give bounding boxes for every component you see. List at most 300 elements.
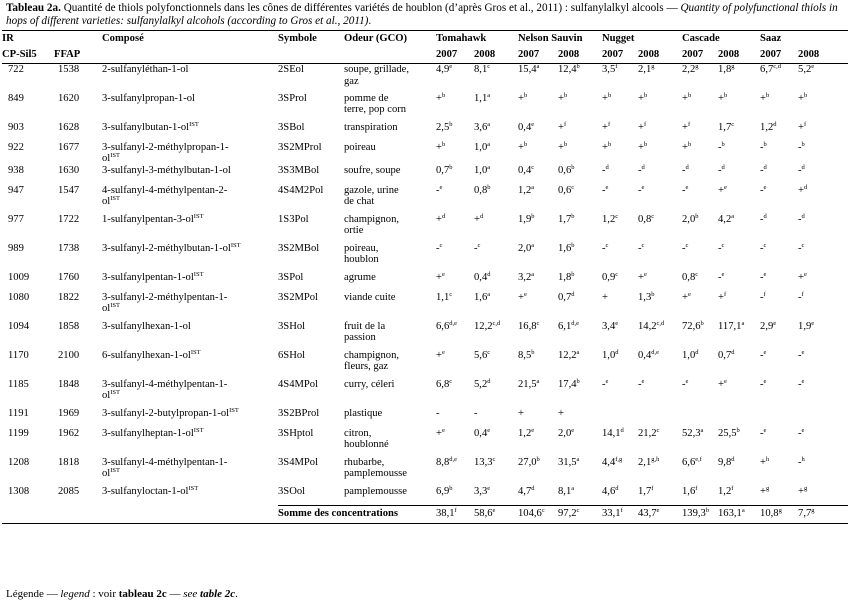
concentration-cell: - xyxy=(436,407,440,419)
table-row xyxy=(2,185,848,214)
header-variety-nelson-sauvin: Nelson Sauvin xyxy=(518,31,602,50)
compound-symbol: 3S2BProl xyxy=(278,407,320,419)
compound-symbol: 3SOol xyxy=(278,485,306,497)
header-variety-tomahawk: Tomahawk xyxy=(436,31,518,50)
ir-cp-sil5: 1170 xyxy=(8,349,29,361)
concentration-cell: 2,2$^g$ xyxy=(682,63,699,75)
concentration-cell: 1,6$^b$ xyxy=(558,241,575,254)
sum-cell: 10,8$^g$ xyxy=(760,506,798,524)
table-row xyxy=(2,272,848,292)
table-row xyxy=(2,214,848,243)
header-year: 2007 xyxy=(602,49,638,64)
concentration-cell: +$^e$ xyxy=(518,290,527,303)
concentration-cell: 8,5$^b$ xyxy=(518,348,535,361)
concentration-cell: 3,3e xyxy=(474,484,491,497)
concentration-cell: +$^e$ xyxy=(638,270,647,283)
header-variety-saaz: Saaz xyxy=(760,31,848,50)
concentration-cell: 0,7$^b$ xyxy=(436,163,453,176)
concentration-cell: +$^b$ xyxy=(436,140,446,153)
ir-cp-sil5: 1080 xyxy=(8,291,30,303)
concentration-cell: -$^c$ xyxy=(798,241,805,254)
table-body xyxy=(2,64,848,524)
ir-cp-sil5: 722 xyxy=(8,64,24,75)
concentration-cell: 13,3$^c$ xyxy=(474,455,496,468)
concentration-cell: 14,1$^d$ xyxy=(602,426,624,439)
compound-symbol: 3SPol xyxy=(278,271,304,283)
concentration-cell: 12,2$^{c,d}$ xyxy=(474,319,501,332)
concentration-cell: 4,4$^{f,g}$ xyxy=(602,455,623,468)
compound-name: 3-sulfanyl-4-méthylpentan-1- $ol^{IST}$ xyxy=(102,378,228,401)
concentration-cell: -$^e$ xyxy=(760,426,767,439)
caption-french: Quantité de thiols polyfonctionnels dans les cônes de différentes variétés de houblon (d’après Gros et al., 2011) : sulfanylalkyl alcools — xyxy=(60,2,681,14)
concentration-cell: 17,4$^b$ xyxy=(558,377,580,390)
concentration-cell: 5,2$^d$ xyxy=(474,377,491,390)
compound-name: $6-sulfanylhexan-1-ol^{IST}$ xyxy=(102,348,201,361)
concentration-cell: 0,4$^{d,e}$ xyxy=(638,348,660,361)
concentration-cell: +$^b$ xyxy=(436,91,446,104)
ir-ffap: 1848 xyxy=(58,378,80,390)
concentration-cell: -$^e$ xyxy=(436,183,443,196)
concentration-cell: +$^f$ xyxy=(558,120,567,133)
compound-symbol: 3S4MPol xyxy=(278,456,319,468)
compound-name: $3-sulfanylheptan-1-ol^{IST}$ xyxy=(102,426,204,439)
concentration-cell: 6,6$^{d,e}$ xyxy=(436,319,458,332)
concentration-cell: 1,0$^d$ xyxy=(682,348,699,361)
concentration-cell: 6,6$^{e,f}$ xyxy=(682,455,702,468)
concentration-cell: 0,6$^b$ xyxy=(558,163,575,176)
concentration-cell: + xyxy=(558,407,564,419)
concentration-cell: +$^e$ xyxy=(436,348,445,361)
header-symbole: Symbole xyxy=(278,31,344,50)
sum-cell: 7,7$^g$ xyxy=(798,506,848,524)
ir-cp-sil5: 903 xyxy=(8,121,24,133)
sum-cell: 163,1$^a$ xyxy=(718,506,760,524)
concentration-cell: 6,9$^b$ xyxy=(436,484,453,497)
concentration-cell: 1,8$^g$ xyxy=(718,63,735,75)
concentration-cell: -$^b$ xyxy=(718,140,725,153)
concentration-cell: -$^e$ xyxy=(760,377,767,390)
header-ir: IR xyxy=(2,31,102,50)
concentration-cell: +$^b$ xyxy=(798,91,808,104)
compound-symbol: 3S2MBol xyxy=(278,242,320,254)
sum-cell: 43,7e xyxy=(638,506,682,524)
ir-ffap: 1628 xyxy=(58,121,80,133)
concentration-cell: -$^c$ xyxy=(682,241,689,254)
concentration-cell: 1,2e xyxy=(518,426,535,439)
concentration-cell: -$^e$ xyxy=(760,183,767,196)
concentration-cell: 3,5$^f$ xyxy=(602,63,618,75)
concentration-cell: +$^h$ xyxy=(760,455,770,468)
table-row xyxy=(2,165,848,185)
caption-label: Tableau 2a. xyxy=(6,2,61,14)
header-year: 2007 xyxy=(682,49,718,64)
concentration-cell: 12,2$^a$ xyxy=(558,348,580,361)
concentration-cell: 1,0$^a$ xyxy=(474,163,491,176)
compound-odor: viande cuite xyxy=(344,291,396,303)
concentration-cell: 1,7$^c$ xyxy=(718,120,735,133)
header-year: 2008 xyxy=(474,49,518,64)
concentration-cell: 2,0e xyxy=(558,426,575,439)
compound-symbol: 3SHptol xyxy=(278,427,314,439)
ir-cp-sil5: 1208 xyxy=(8,456,30,468)
concentration-cell: 25,5$^b$ xyxy=(718,426,740,439)
concentration-cell: +$^b$ xyxy=(518,140,528,153)
concentration-cell: +$^b$ xyxy=(558,91,568,104)
concentration-cell: +$^f$ xyxy=(638,120,647,133)
concentration-cell: 1,0$^a$ xyxy=(474,140,491,153)
compound-symbol: 3SHol xyxy=(278,320,306,332)
ir-cp-sil5: 1094 xyxy=(8,320,30,332)
ir-cp-sil5: 1199 xyxy=(8,427,29,439)
concentration-cell: 9,8$^d$ xyxy=(718,455,735,468)
concentration-cell: -$^e$ xyxy=(798,377,805,390)
compound-name: 3-sulfanyl-3-méthylbutan-1-ol xyxy=(102,164,231,176)
concentration-cell: +$^e$ xyxy=(436,270,445,283)
concentration-cell: 1,7$^f$ xyxy=(638,484,654,497)
compound-symbol: 3S2MProl xyxy=(278,141,322,153)
table-row xyxy=(2,379,848,408)
compound-odor: fruit de la passion xyxy=(344,320,386,343)
compound-odor: pamplemousse xyxy=(344,485,407,497)
table-legend: Légende — legend : voir tableau 2c — see table 2c. xyxy=(6,588,238,600)
concentration-cell: 2,1$^{g,h}$ xyxy=(638,455,660,468)
concentration-cell: +$^b$ xyxy=(602,91,612,104)
table-row xyxy=(2,142,848,165)
concentration-cell: -$^d$ xyxy=(638,163,645,176)
concentration-cell: -$^d$ xyxy=(798,163,805,176)
header-row-1 xyxy=(2,31,848,50)
concentration-cell: 1,8$^b$ xyxy=(558,270,575,283)
compound-symbol: 3SBol xyxy=(278,121,305,133)
compound-name: 3-sulfanyl-2-méthylpropan-1- $ol^{IST}$ xyxy=(102,141,229,164)
compound-odor: soupe, grillade, gaz xyxy=(344,64,410,87)
header-odeur: Odeur (GCO) xyxy=(344,31,436,50)
concentration-cell: 16,8$^c$ xyxy=(518,319,540,332)
concentration-cell: +$^d$ xyxy=(798,183,808,196)
concentration-cell: +$^b$ xyxy=(602,140,612,153)
concentration-cell: +$^e$ xyxy=(436,426,445,439)
concentration-cell: 8,1$^c$ xyxy=(474,63,491,75)
concentration-cell: 1,2$^a$ xyxy=(518,183,535,196)
concentration-cell: 1,2$^c$ xyxy=(602,212,619,225)
ir-cp-sil5: 989 xyxy=(8,242,24,254)
compound-name: 3-sulfanyl-2-méthylpentan-1- $ol^{IST}$ xyxy=(102,291,228,314)
concentration-cell: 1,9$^b$ xyxy=(518,212,535,225)
compound-name: $3-sulfanylpentan-1-ol^{IST}$ xyxy=(102,270,204,283)
concentration-cell: 1,6$^f$ xyxy=(682,484,698,497)
concentration-cell: 3,6$^a$ xyxy=(474,120,491,133)
concentration-cell: +$^f$ xyxy=(798,120,807,133)
concentration-cell: 27,0$^b$ xyxy=(518,455,540,468)
table-row xyxy=(2,122,848,142)
concentration-cell: -$^d$ xyxy=(798,212,805,225)
concentration-cell xyxy=(602,408,638,428)
compound-odor: poireau, houblon xyxy=(344,242,379,265)
concentration-cell: 31,5$^a$ xyxy=(558,455,580,468)
ir-ffap: 1677 xyxy=(58,141,80,153)
compound-symbol: 3SProl xyxy=(278,92,307,104)
concentration-cell: +$^b$ xyxy=(760,91,770,104)
concentration-cell: +$^d$ xyxy=(436,212,446,225)
concentration-cell: + xyxy=(602,291,608,303)
ir-cp-sil5: 1185 xyxy=(8,378,29,390)
header-year: 2008 xyxy=(558,49,602,64)
concentration-cell: -$^c$ xyxy=(638,241,645,254)
compound-odor: transpiration xyxy=(344,121,398,133)
header-variety-cascade: Cascade xyxy=(682,31,760,50)
concentration-cell: 21,2$^c$ xyxy=(638,426,660,439)
concentration-cell: 4,7$^d$ xyxy=(518,484,535,497)
concentration-cell: +$^b$ xyxy=(682,140,692,153)
ir-cp-sil5: 1191 xyxy=(8,407,29,419)
concentration-cell: -$^b$ xyxy=(760,140,767,153)
compound-odor: plastique xyxy=(344,407,383,419)
header-cp-sil5: CP-Sil5 xyxy=(2,49,54,64)
concentration-cell: +$^b$ xyxy=(638,91,648,104)
concentration-cell xyxy=(798,408,848,428)
concentration-cell: +$^b$ xyxy=(682,91,692,104)
concentration-cell: 6,7$^{c,d}$ xyxy=(760,63,782,75)
concentration-cell: -$^e$ xyxy=(602,183,609,196)
compound-odor: champignon, fleurs, gaz xyxy=(344,349,400,372)
ir-ffap: 1822 xyxy=(58,291,80,303)
sum-cell: 97,2$^c$ xyxy=(558,506,602,524)
compound-name: $3-sulfanyloctan-1-ol^{IST}$ xyxy=(102,484,199,497)
header-row-2 xyxy=(2,49,848,64)
concentration-cell: +$^e$ xyxy=(798,270,807,283)
concentration-cell: 6,1$^{d,e}$ xyxy=(558,319,580,332)
concentration-cell: 1,1$^a$ xyxy=(474,91,491,104)
compound-symbol: 3S2MPol xyxy=(278,291,319,303)
ir-cp-sil5: 977 xyxy=(8,213,24,225)
concentration-cell: -$^e$ xyxy=(798,426,805,439)
concentration-cell: -$^e$ xyxy=(602,377,609,390)
table-row xyxy=(2,292,848,321)
concentration-cell: + xyxy=(518,407,524,419)
concentration-cell: -$^c$ xyxy=(436,241,443,254)
concentration-cell: 0,4e xyxy=(474,426,491,439)
concentration-cell xyxy=(638,408,682,428)
sum-cell: 58,6e xyxy=(474,506,518,524)
concentration-cell: -$^h$ xyxy=(798,455,805,468)
header-year: 2007 xyxy=(436,49,474,64)
concentration-cell: -$^c$ xyxy=(602,241,609,254)
concentration-cell: 1,2$^d$ xyxy=(760,120,777,133)
concentration-cell: 117,1$^a$ xyxy=(718,319,745,332)
compound-symbol: 4S4M2Pol xyxy=(278,184,324,196)
concentration-cell: -$^e$ xyxy=(760,270,767,283)
concentration-cell: 8,8$^{d,e}$ xyxy=(436,455,458,468)
ir-cp-sil5: 922 xyxy=(8,141,24,153)
concentration-cell: -$^c$ xyxy=(760,241,767,254)
concentration-cell: 0,8$^c$ xyxy=(682,270,699,283)
concentration-cell: 21,5$^a$ xyxy=(518,377,540,390)
concentration-cell: 52,3$^a$ xyxy=(682,426,704,439)
compound-name: 4-sulfanyl-4-méthylpentan-2- $ol^{IST}$ xyxy=(102,184,228,207)
table-row xyxy=(2,428,848,457)
concentration-cell: 0,4$^c$ xyxy=(518,163,535,176)
concentration-cell: -$^e$ xyxy=(760,348,767,361)
caption-english: Quantity of polyfunctional thiols in hops of different varieties: sulfanylalkyl alcohols (according to Gros et al., 2011) xyxy=(6,2,838,27)
compound-name: $3-sulfanyl-2-méthylbutan-1-ol^{IST}$ xyxy=(102,241,241,254)
concentration-cell: 0,6$^c$ xyxy=(558,183,575,196)
concentration-cell: -$^d$ xyxy=(760,212,767,225)
ir-ffap: 1818 xyxy=(58,456,80,468)
concentration-cell: -$^e$ xyxy=(718,270,725,283)
compound-odor: champignon, ortie xyxy=(344,213,400,236)
compound-name: 3-sulfanylpropan-1-ol xyxy=(102,92,195,104)
ir-ffap: 1630 xyxy=(58,164,80,176)
header-ffap: FFAP xyxy=(54,49,102,64)
header-year: 2008 xyxy=(798,49,848,64)
compound-odor: pomme de terre, pop corn xyxy=(344,92,407,115)
ir-ffap: 1620 xyxy=(58,92,80,104)
concentration-cell: 0,7$^d$ xyxy=(558,290,575,303)
concentration-cell: 1,1$^c$ xyxy=(436,290,453,303)
concentration-cell: +$^f$ xyxy=(602,120,611,133)
compound-odor: citron, houblonné xyxy=(344,427,389,450)
compound-symbol: 1S3Pol xyxy=(278,213,309,225)
ir-cp-sil5: 938 xyxy=(8,164,24,176)
ir-ffap: 1538 xyxy=(58,64,80,75)
concentration-cell: +$^g$ xyxy=(798,484,808,497)
table-row xyxy=(2,243,848,272)
concentration-cell: -$^d$ xyxy=(760,163,767,176)
concentration-cell: 0,4$^d$ xyxy=(474,270,491,283)
concentration-cell: 15,4$^a$ xyxy=(518,63,540,75)
concentration-cell: 12,4$^b$ xyxy=(558,63,580,75)
sum-cell: 38,1$^f$ xyxy=(436,506,474,524)
concentration-cell: 0,4e xyxy=(518,120,535,133)
header-variety-nugget: Nugget xyxy=(602,31,682,50)
compound-symbol: 4S4MPol xyxy=(278,378,319,390)
concentration-cell xyxy=(682,408,718,428)
compound-odor: soufre, soupe xyxy=(344,164,401,176)
concentration-cell: 5,2e xyxy=(798,63,815,75)
concentration-cell: -$^d$ xyxy=(682,163,689,176)
compound-odor: poireau xyxy=(344,141,376,153)
compound-name: $1-sulfanylpentan-3-ol^{IST}$ xyxy=(102,212,204,225)
concentration-cell: +$^e$ xyxy=(718,183,727,196)
ir-ffap: 1969 xyxy=(58,407,80,419)
concentration-cell: -$^f$ xyxy=(760,290,766,303)
concentration-cell: -$^f$ xyxy=(798,290,804,303)
concentration-cell: 2,5$^b$ xyxy=(436,120,453,133)
table-row xyxy=(2,408,848,428)
concentration-cell xyxy=(718,408,760,428)
compound-odor: agrume xyxy=(344,271,376,283)
concentration-cell: +$^b$ xyxy=(518,91,528,104)
concentration-cell: 0,7$^d$ xyxy=(718,348,735,361)
concentration-cell: 3,4e xyxy=(602,319,619,332)
compound-name: $3-sulfanylbutan-1-ol^{IST}$ xyxy=(102,120,199,133)
concentration-cell: 1,6$^a$ xyxy=(474,290,491,303)
compound-odor: rhubarbe, pamplemousse xyxy=(344,456,407,479)
concentration-cell: -$^d$ xyxy=(602,163,609,176)
concentration-cell: -$^e$ xyxy=(682,183,689,196)
concentration-cell: 1,2$^f$ xyxy=(718,484,734,497)
compound-name: 3-sulfanylhexan-1-ol xyxy=(102,320,191,332)
header-year: 2008 xyxy=(718,49,760,64)
header-year: 2007 xyxy=(760,49,798,64)
header-year: 2008 xyxy=(638,49,682,64)
compound-name: $3-sulfanyl-2-butylpropan-1-ol^{IST}$ xyxy=(102,406,239,419)
concentration-cell: 4,6$^d$ xyxy=(602,484,619,497)
sum-cell: 139,3$^b$ xyxy=(682,506,718,524)
thiols-table xyxy=(2,30,848,524)
concentration-cell: +$^g$ xyxy=(760,484,770,497)
compound-name: 2-sulfanyléthan-1-ol xyxy=(102,64,189,75)
concentration-cell: -$^d$ xyxy=(718,163,725,176)
concentration-cell: -$^e$ xyxy=(638,183,645,196)
ir-cp-sil5: 947 xyxy=(8,184,24,196)
concentration-cell: 1,3$^b$ xyxy=(638,290,655,303)
concentration-cell: +$^f$ xyxy=(682,120,691,133)
header-year: 2007 xyxy=(518,49,558,64)
header-compose: Composé xyxy=(102,31,278,50)
concentration-cell: 1,7$^b$ xyxy=(558,212,575,225)
compound-symbol: 3S3MBol xyxy=(278,164,320,176)
concentration-cell: 1,9e xyxy=(798,319,815,332)
concentration-cell: 72,6$^b$ xyxy=(682,319,704,332)
table-row xyxy=(2,486,848,506)
concentration-cell: 2,0$^a$ xyxy=(518,241,535,254)
concentration-cell: 4,9e xyxy=(436,63,453,75)
ir-ffap: 2085 xyxy=(58,485,80,497)
table-row xyxy=(2,321,848,350)
concentration-cell: 4,2$^a$ xyxy=(718,212,735,225)
concentration-cell: 3,2$^a$ xyxy=(518,270,535,283)
ir-ffap: 1722 xyxy=(58,213,80,225)
compound-symbol: 2SEol xyxy=(278,64,304,75)
ir-ffap: 1760 xyxy=(58,271,80,283)
concentration-cell: 8,1$^a$ xyxy=(558,484,575,497)
sum-cell: 104,6$^c$ xyxy=(518,506,558,524)
concentration-cell xyxy=(760,408,798,428)
concentration-cell: -$^e$ xyxy=(638,377,645,390)
ir-ffap: 2100 xyxy=(58,349,80,361)
concentration-cell: 0,9$^c$ xyxy=(602,270,619,283)
concentration-cell: 14,2$^{c,d}$ xyxy=(638,319,665,332)
concentration-cell: -$^c$ xyxy=(474,241,481,254)
table-row xyxy=(2,350,848,379)
concentration-cell: -$^e$ xyxy=(798,348,805,361)
concentration-cell: +$^d$ xyxy=(474,212,484,225)
concentration-cell: 6,8$^c$ xyxy=(436,377,453,390)
concentration-cell: +$^f$ xyxy=(718,290,727,303)
concentration-cell: 2,0$^b$ xyxy=(682,212,699,225)
table-row xyxy=(2,457,848,486)
concentration-cell: +$^e$ xyxy=(682,290,691,303)
concentration-cell: - xyxy=(474,407,478,419)
concentration-cell: +$^b$ xyxy=(558,140,568,153)
sum-cell: 33,1$^f$ xyxy=(602,506,638,524)
table-caption: Tableau 2a. Quantité de thiols polyfonctionnels dans les cônes de différentes variétés de houblon (d’après Gros et al., 2011) : sulfanylalkyl alcools — Quantity of polyfunctional thiols in hops of different varieties: sulfanylalkyl alcohols (according to Gros et al., 2011). xyxy=(6,2,838,27)
ir-ffap: 1738 xyxy=(58,242,80,254)
ir-cp-sil5: 849 xyxy=(8,92,24,104)
ir-cp-sil5: 1009 xyxy=(8,271,30,283)
concentration-cell: 5,6$^c$ xyxy=(474,348,491,361)
concentration-cell: +$^b$ xyxy=(718,91,728,104)
concentration-cell: -$^c$ xyxy=(718,241,725,254)
compound-symbol: 6SHol xyxy=(278,349,306,361)
concentration-cell: 0,8$^b$ xyxy=(474,183,491,196)
table-row xyxy=(2,93,848,122)
ir-cp-sil5: 1308 xyxy=(8,485,30,497)
concentration-cell: 0,8$^c$ xyxy=(638,212,655,225)
ir-ffap: 1962 xyxy=(58,427,80,439)
sum-row xyxy=(2,506,848,524)
